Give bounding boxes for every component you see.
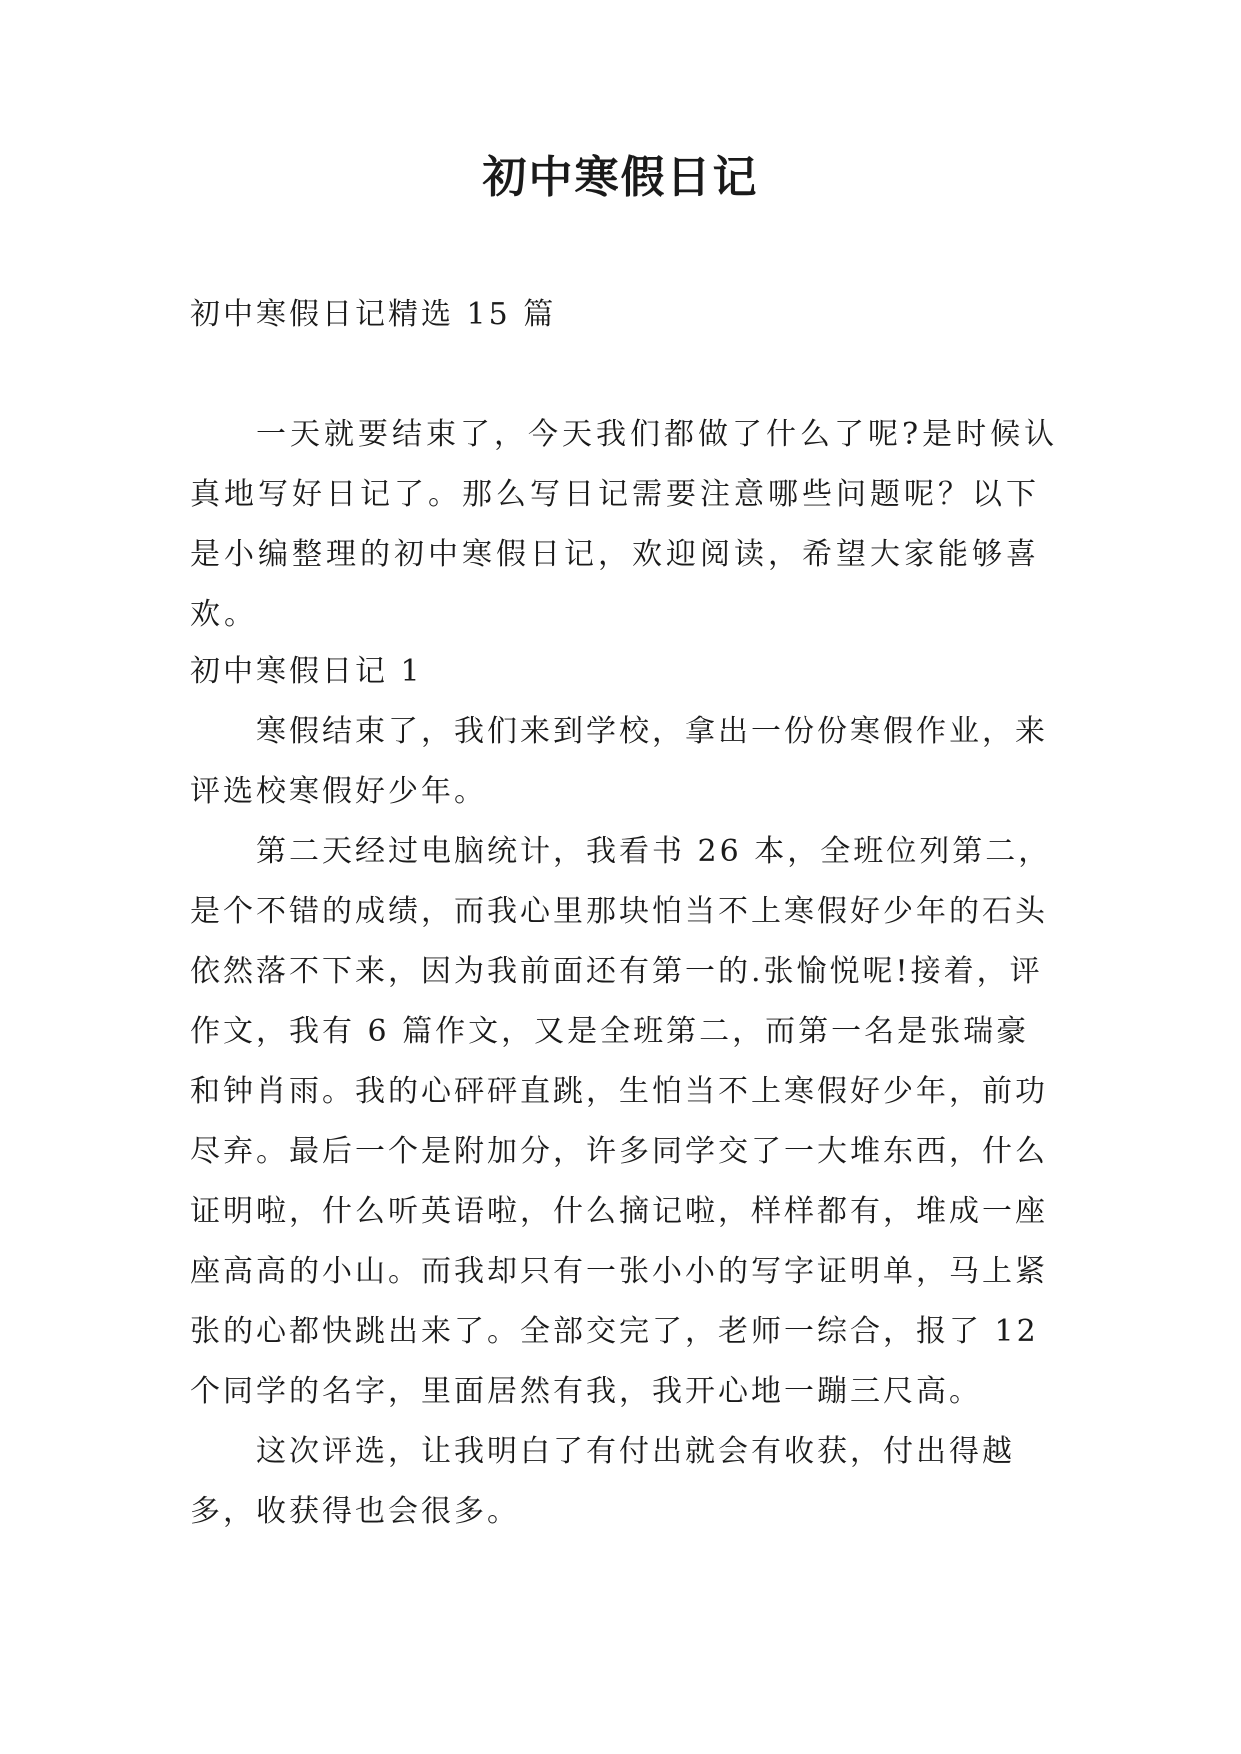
entry-body bbox=[190, 702, 1060, 1542]
entry-heading: 初中寒假日记 1 bbox=[190, 654, 423, 689]
entry-paragraph: 这次评选，让我明白了有付出就会有收获，付出得越多，收获得也会很多。 bbox=[190, 1434, 1015, 1529]
entry-paragraph: 第二天经过电脑统计，我看书 26 本，全班位列第二，是个不错的成绩，而我心里那块怕当不上寒假好少年的石头依然落不下来，因为我前面还有第一的.张愉悦呢!接着，评作文，我有 6 篇作文，又是全班第二，而第一名是张瑞豪和钟肖雨。我的心砰砰直跳，生怕当不上寒假好少年，前功尽弃。最后一个是附加分，许多同学交了一大堆东西，什么证明啦，什么听英语啦，什么摘记啦，样样都有，堆成一座座高高的小山。而我却只有一张小小的写字证明单，马上紧张的心都快跳出来了。全部交完了，老师一综合，报了 12 个同学的名字，里面居然有我，我开心地一蹦三尺高。 bbox=[190, 834, 1052, 1409]
entry-paragraph: 寒假结束了，我们来到学校，拿出一份份寒假作业，来评选校寒假好少年。 bbox=[190, 714, 1048, 809]
document-subtitle: 初中寒假日记精选 15 篇 bbox=[190, 297, 557, 332]
document-title: 初中寒假日记 bbox=[482, 152, 759, 203]
intro-paragraph: 一天就要结束了，今天我们都做了什么了呢?是时候认真地写好日记了。那么写日记需要注意哪些问题呢？以下是小编整理的初中寒假日记，欢迎阅读，希望大家能够喜欢。 bbox=[190, 417, 1059, 632]
